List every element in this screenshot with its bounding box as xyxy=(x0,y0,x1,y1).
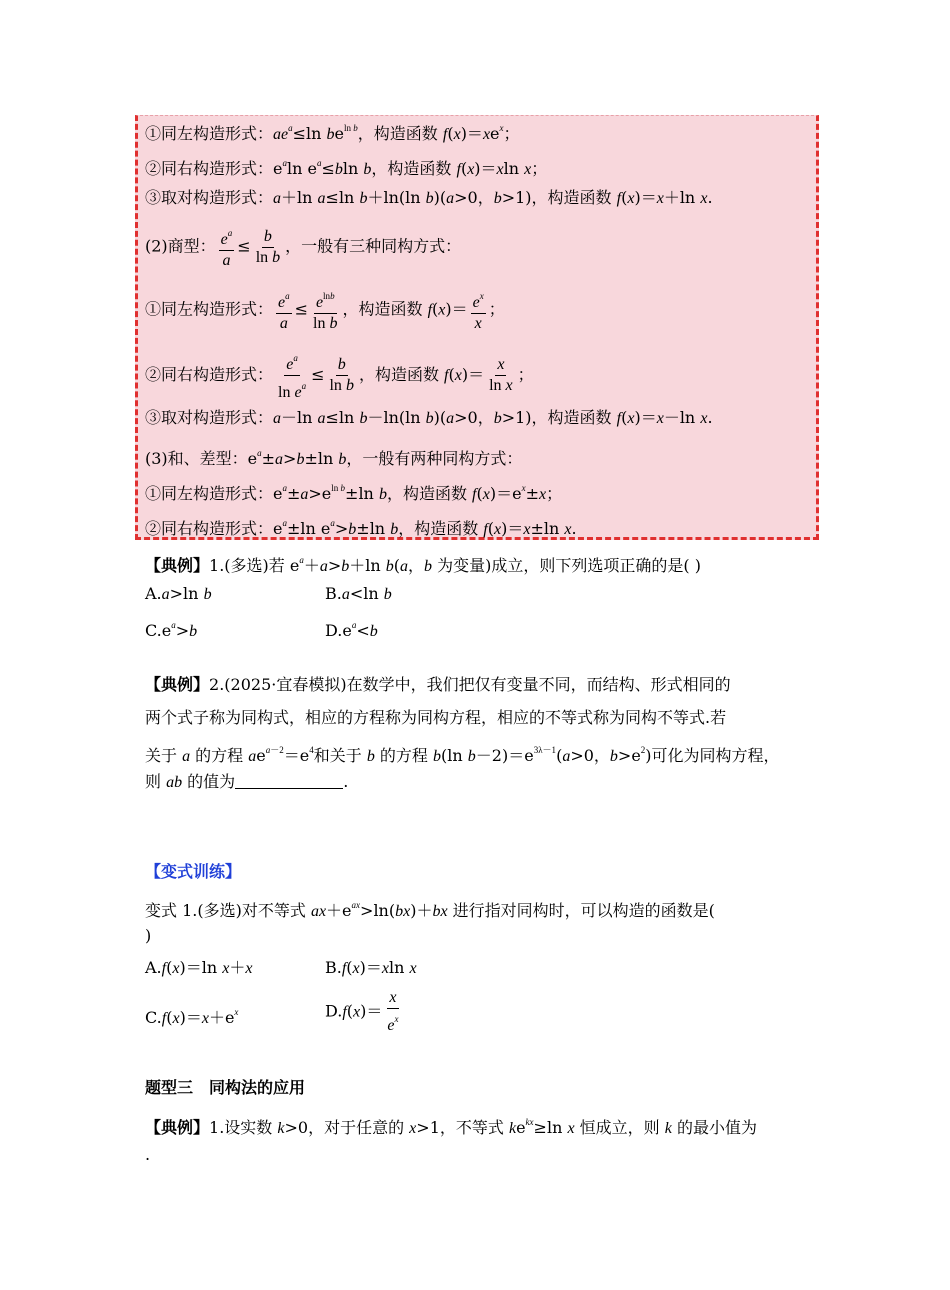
box-line-5: ①同左构造形式： $\frac{e^a}{a}$ ≤ $\frac{e^{lnb}}{\text{ln b}}$ ，构造函数 f(x)＝ $\frac{e^x}{x}$ ； xyxy=(145,286,505,334)
example-2-line-3: 关于 a 的方程 $ae^{a-2}=e^4$和关于 b 的方程 b(ln $b-2)=e^{3\lambda-1}(a>0$，$b>e^2$)可化为同构方程， xyxy=(145,745,780,765)
variant-1-option-d: D.f(x)＝ $\frac{x}{e^x}$ xyxy=(325,989,399,1034)
variant-heading: 【变式训练】 xyxy=(145,862,242,881)
section-3-example-line-1: 【典例】1.设实数 k>0，对于任意的 x>1，不等式 $ke^{kx}\ge\ln$ x 恒成立，则 k 的最小值为 xyxy=(145,1117,757,1137)
example-1-option-c: $C.e^a>b$ xyxy=(145,620,198,640)
section-3-title: 题型三 同构法的应用 xyxy=(145,1078,306,1097)
section-3-example-line-2: . xyxy=(145,1145,151,1164)
box-line-3: ③取对构造形式：a＋ln a≤ln b＋ln(ln b)(a>0，b>1)，构造函数 f(x)＝x＋ln x. xyxy=(145,188,713,207)
example-1-option-d: $D.e^a<b$ xyxy=(325,620,378,640)
box-line-8: (3)和、差型：$e^a\pm a>b\pm\ln$ b，一般有两种同构方式： xyxy=(145,448,523,468)
variant-1-line-1: 变式 1.(多选)对不等式 $ax+e^{ax}>\ln(bx)+bx$ 进行指对同构时，可以构造的函数是( xyxy=(145,900,715,920)
box-line-2: ②同右构造形式：$e^a\ln$ $e^a\le bln$ b，构造函数 f(x)＝xln x； xyxy=(145,158,548,178)
box-line-1: ①同左构造形式：$ae^a\le\ln$ $be^{ln b}$，构造函数 $f(x)=xe^x$； xyxy=(145,123,520,143)
example-1-question: 【典例】1.(多选)若 $e^a+a>b+\ln$ b(a，b 为变量)成立，则下列选项正确的是( ) xyxy=(145,555,701,575)
variant-1-option-c: $C.f(x)=x+e^x$ xyxy=(145,1007,239,1027)
variant-1-option-b: B.f(x)＝xln x xyxy=(325,958,417,977)
example-1-option-b: B.a<ln b xyxy=(325,584,392,603)
variant-1-option-a: A.f(x)＝ln x＋x xyxy=(145,958,253,977)
box-line-10: ②同右构造形式：$e^a\pm\ln$ $e^a>b\pm\ln$ b，构造函数 f(x)＝x±ln x. xyxy=(145,518,577,538)
box-line-7: ③取对构造形式：a－ln a≤ln b－ln(ln b)(a>0，b>1)，构造函数 f(x)＝x－ln x. xyxy=(145,408,713,427)
box-line-9: ①同左构造形式：$e^a\pm a>e^{ln b}\pm\ln$ b，构造函数 $f(x)=e^x\pm x$； xyxy=(145,483,563,503)
box-line-6: ②同右构造形式： $\frac{e^a}{\ln e^a}$ ≤ $\frac{b}{\text{ln b}}$ ，构造函数 f(x)＝ $\frac{x}{\text{ln x}}$ ； xyxy=(145,348,534,403)
example-1-option-a: A.a>ln b xyxy=(145,584,212,603)
answer-blank[interactable] xyxy=(235,774,343,789)
example-2-line-1: 【典例】2.(2025·宜春模拟)在数学中，我们把仅有变量不同，而结构、形式相同的 xyxy=(145,675,731,694)
example-2-line-4: 则 ab 的值为 . xyxy=(145,772,349,791)
example-2-line-2: 两个式子称为同构式，相应的方程称为同构方程，相应的不等式称为同构不等式.若 xyxy=(145,708,727,727)
box-line-4: (2)商型： $\frac{e^a}{a}$ ≤ $\frac{b}{\text{ln b}}$ ，一般有三种同构方式： xyxy=(145,223,461,271)
variant-1-line-2: ) xyxy=(145,926,152,945)
